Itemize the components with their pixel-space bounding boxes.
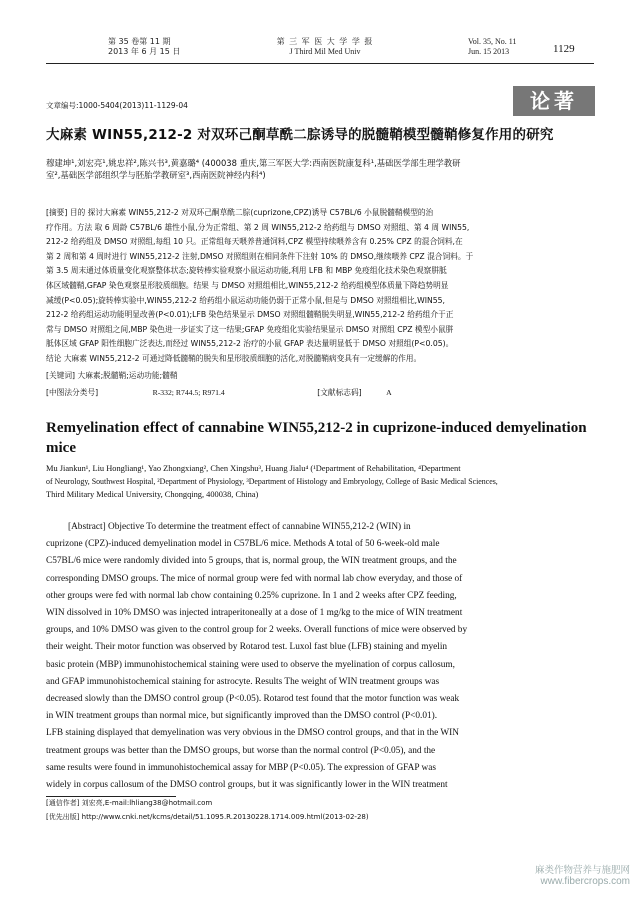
footer-notes (46, 798, 594, 823)
header-journal-cn: 第 三 军 医 大 学 学 报 (276, 37, 374, 46)
authors-en (46, 462, 594, 501)
header-journal-en: J Third Mil Med Univ (289, 47, 361, 56)
doc-code-label: [文献标志码] (317, 388, 362, 397)
abstract-cn-line: [摘要] 目的 探讨大麻素 WIN55,212-2 对双环己酮草酰二腙(cuprizone,CPZ)诱导 C57BL/6 小鼠脱髓鞘模型的治 (46, 208, 434, 217)
title-cn: 大麻素 WIN55,212-2 对双环己酮草酰二腙诱导的脱髓鞘模型髓鞘修复作用的研究 (46, 127, 554, 143)
abstract-cn-line: 体区域髓鞘,GFAP 染色观察星形胶质细胞。结果 与 DMSO 对照组相比,WIN55,212-2 给药组模型体质量下降趋势明显 (46, 280, 449, 290)
abstract-cn-line: 减缓(P<0.05);旋转棒实验中,WIN55,212-2 给药组小鼠运动功能仍弱于正常小鼠,但是与 DMSO 对照组相比,WIN55, (46, 295, 445, 305)
watermark-cn: 麻类作物营养与施肥网 (534, 865, 630, 876)
authors-cn-line: 室²,基础医学部组织学与胚胎学教研室³,西南医院神经内科⁴) (46, 170, 266, 180)
abstract-en (46, 519, 594, 794)
abstract-en-line: [Abstract] Objective To determine the treatment effect of cannabine WIN55,212-2 (WIN) in (68, 522, 411, 532)
header-issue (108, 37, 198, 57)
watermark (440, 862, 630, 887)
doc-code-value: A (386, 388, 392, 397)
header-vol: Vol. 35, No. 11 (468, 37, 517, 46)
abstract-cn (46, 206, 594, 367)
authors-en-line: Mu Jiankun¹, Liu Hongliang¹, Yao Zhongxiang², Chen Xingshu³, Huang Jialu⁴ (¹Department of Rehabilitation, ⁴Department (46, 464, 461, 473)
clc-label: [中图法分类号] (46, 388, 99, 397)
abstract-cn-line: 结论 大麻素 WIN55,212-2 可通过降低髓鞘的脱失和星形胶质细胞的活化,对脱髓鞘病变具有一定缓解的作用。 (46, 353, 422, 363)
abstract-en-line: in WIN treatment groups than normal mice, but significantly improved than the DMSO control (P<0.01). (46, 711, 438, 722)
authors-cn (46, 157, 594, 181)
abstract-en-line: groups, and 10% DMSO was given to the control group for 2 weeks. Overall functions of mice were observed by (46, 625, 468, 636)
abstract-cn-line: 212-2 给药组运动功能明显改善(P<0.01);LFB 染色结果显示 DMSO 对照组髓鞘脱失明显,WIN55,212-2 给药组介于正 (46, 310, 454, 320)
abstract-en-line: same results were found in immunohistochemical assay for MBP (P<0.05). The expression of GFAP was (46, 762, 436, 773)
footer-online: [优先出版] http://www.cnki.net/kcms/detail/51.1095.R.20130228.1714.009.html(2013-02-28) (46, 813, 369, 821)
abstract-cn-line: 212-2 给药组及 DMSO 对照组,每组 10 只。正常组每天喂养普通饲料,CPZ 模型持续喂养含有 0.25% CPZ 的混合饲料,在 (46, 237, 463, 247)
footer-corresponding: [通信作者] 刘宏亮,E-mail:lhliang38@hotmail.com (46, 799, 213, 807)
section-badge: 论著 (513, 86, 595, 116)
title-en-line: mice (46, 440, 76, 456)
keywords-cn: [关键词] 大麻素;脱髓鞘;运动功能;髓鞘 (46, 371, 178, 380)
title-en-line: Remyelination effect of cannabine WIN55,212-2 in cuprizone-induced demyelination (46, 420, 587, 436)
abstract-en-line: widely in corpus callosum of the DMSO control groups, but it was significantly lower in the WIN treatment (46, 780, 448, 791)
header-volume: 第 35 卷第 11 期 (108, 37, 171, 46)
header-journal (250, 37, 400, 57)
abstract-cn-line: 疗作用。方法 取 6 周龄 C57BL/6 雄性小鼠,分为正常组、第 2 周 WIN55,212-2 给药组与 DMSO 对照组、第 4 周 WIN55, (46, 222, 470, 232)
abstract-en-line: their weight. Their motor function was observed by Rotarod test. Luxol fast blue (LFB) staining and myelin (46, 642, 448, 653)
abstract-cn-line: 第 2 周和第 4 周时进行 WIN55,212-2 注射,DMSO 对照组则在相同条件下注射 10% 的 DMSO,继续喂养 CPZ 混合饲料。于 (46, 251, 474, 261)
abstract-en-line: decreased slowly than the DMSO control group (P<0.05). Rotarod test found that the motor function was weak (46, 694, 460, 705)
abstract-en-line: LFB staining displayed that demyelination was very obvious in the DMSO control groups, and that in the WIN (46, 728, 459, 739)
clc-row (46, 386, 594, 401)
header-rule (46, 63, 594, 64)
header-date-en: Jun. 15 2013 (468, 47, 510, 56)
title-en (46, 418, 594, 458)
abstract-en-line: basic protein (MBP) immunohistochemical staining were used to observe the myelination of corpus callosum, (46, 659, 455, 670)
article-number: 文章编号:1000-5404(2013)11-1129-04 (46, 101, 188, 110)
abstract-en-line: C57BL/6 mice were randomly divided into 5 groups, that is, normal group, the WIN treatment groups, and the (46, 556, 457, 567)
authors-en-line: Third Military Medical University, Chongqing, 400038, China) (46, 490, 259, 499)
page-number: 1129 (553, 43, 575, 55)
abstract-en-line: treatment groups was better than the DMSO groups, but worse than the normal control (P<0.05), and the (46, 745, 436, 756)
footer-rule (46, 796, 176, 797)
abstract-en-line: corresponding DMSO groups. The mice of normal group were fed with normal lab chow everyday, and those of (46, 573, 463, 584)
watermark-url: www.fibercrops.com (540, 876, 630, 887)
abstract-en-line: cuprizone (CPZ)-induced demyelination model in C57BL/6 mice. Methods A total of 50 6-week-old male (46, 539, 440, 550)
abstract-en-line: other groups were fed with normal lab chow containing 0.25% cuprizone. In 1 and 2 weeks after CPZ feeding, (46, 590, 457, 601)
authors-cn-line: 穆建坤¹,刘宏亮¹,姚忠祥²,陈兴书³,黄嘉璐⁴ (400038 重庆,第三军医大学:西南医院康复科¹,基础医学部生理学教研 (46, 158, 461, 168)
abstract-cn-line: 常与 DMSO 对照组之间,MBP 染色进一步证实了这一结果;GFAP 免疫组化实验结果显示 DMSO 对照组 CPZ 模型小鼠胼 (46, 324, 454, 334)
authors-en-line: of Neurology, Southwest Hospital, ²Department of Physiology, ³Department of Histology and Embryology, College of Basic Medical Sciences, (46, 477, 498, 486)
abstract-cn-line: 第 3.5 周末通过体质量变化观察整体状态;旋转棒实验观察小鼠运动功能,利用 LFB 和 MBP 免疫组化技术染色观察胼胝 (46, 266, 447, 276)
header-volume-en (468, 37, 548, 57)
header-date: 2013 年 6 月 15 日 (108, 47, 181, 56)
abstract-en-line: and GFAP immunohistochemical staining for astrocyte. Results The weight of WIN treatment groups was (46, 676, 440, 687)
abstract-cn-line: 胝体区域 GFAP 阳性细胞广泛表达,而经过 WIN55,212-2 治疗的小鼠 GFAP 表达量明显低于 DMSO 对照组(P<0.05)。 (46, 339, 454, 349)
clc-value: R-332; R744.5; R971.4 (152, 388, 225, 397)
abstract-en-line: WIN dissolved in 10% DMSO was injected intraperitoneally at a dose of 1 mg/kg to the mice of WIN treatment (46, 608, 463, 619)
